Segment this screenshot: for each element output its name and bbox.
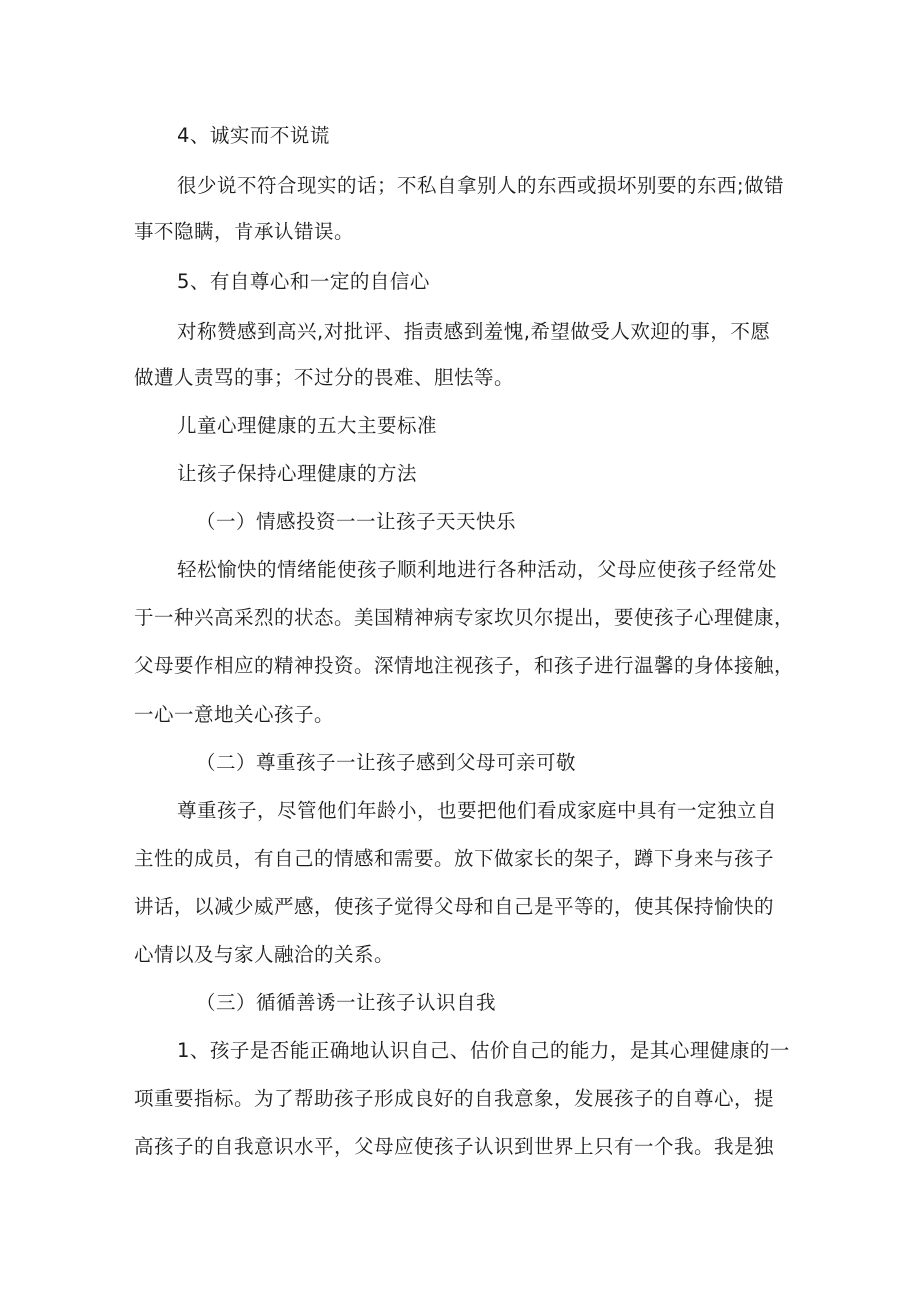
- paragraph-section-3-line-3: 高孩子的自我意识水平，父母应使孩子认识到世界上只有一个我。我是独: [134, 1135, 775, 1158]
- paragraph-section-2-line-4: 心情以及与家人融洽的关系。: [134, 943, 395, 966]
- heading-honesty: 4、诚实而不说谎: [177, 124, 330, 147]
- paragraph-section-2-line-3: 讲话，以减少威严感，使孩子觉得父母和自己是平等的，使其保持愉快的: [134, 895, 775, 918]
- paragraph-section-3-line-1: 1、孩子是否能正确地认识自己、估价自己的能力，是其心理健康的一: [177, 1039, 790, 1062]
- paragraph-honesty-line-1: 很少说不符合现实的话；不私自拿别人的东西或损坏别要的东西;做错: [177, 174, 785, 197]
- paragraph-section-1-line-3: 父母要作相应的精神投资。深情地注视孩子，和孩子进行温馨的身体接触，: [134, 654, 795, 677]
- paragraph-self-esteem-line-1: 对称赞感到高兴,对批评、指责感到羞愧,希望做受人欢迎的事，不愿: [177, 320, 771, 343]
- paragraph-section-3-line-2: 项重要指标。为了帮助孩子形成良好的自我意象，发展孩子的自尊心，提: [134, 1087, 775, 1110]
- heading-section-1: （一）情感投资一一让孩子天天快乐: [196, 510, 517, 533]
- paragraph-section-1-line-4: 一心一意地关心孩子。: [134, 703, 335, 726]
- heading-section-2: （二）尊重孩子一让孩子感到父母可亲可敬: [196, 751, 577, 774]
- paragraph-self-esteem-line-2: 做遭人责骂的事；不过分的畏难、胆怯等。: [134, 366, 515, 389]
- heading-section-3: （三）循循善诱一让孩子认识自我: [196, 991, 497, 1014]
- heading-methods: 让孩子保持心理健康的方法: [177, 462, 418, 485]
- paragraph-section-1-line-1: 轻松愉快的情绪能使孩子顺利地进行各种活动，父母应使孩子经常处: [177, 558, 778, 581]
- paragraph-section-2-line-1: 尊重孩子，尽管他们年龄小，也要把他们看成家庭中具有一定独立自: [177, 799, 778, 822]
- paragraph-section-1-line-2: 于一种兴高采烈的状态。美国精神病专家坎贝尔提出，要使孩子心理健康，: [134, 606, 795, 629]
- heading-self-esteem: 5、有自尊心和一定的自信心: [177, 270, 430, 293]
- paragraph-honesty-line-2: 事不隐瞒，肯承认错误。: [134, 220, 355, 243]
- heading-five-standards: 儿童心理健康的五大主要标准: [177, 414, 438, 437]
- paragraph-section-2-line-2: 主性的成员，有自己的情感和需要。放下做家长的架子，蹲下身来与孩子: [134, 847, 775, 870]
